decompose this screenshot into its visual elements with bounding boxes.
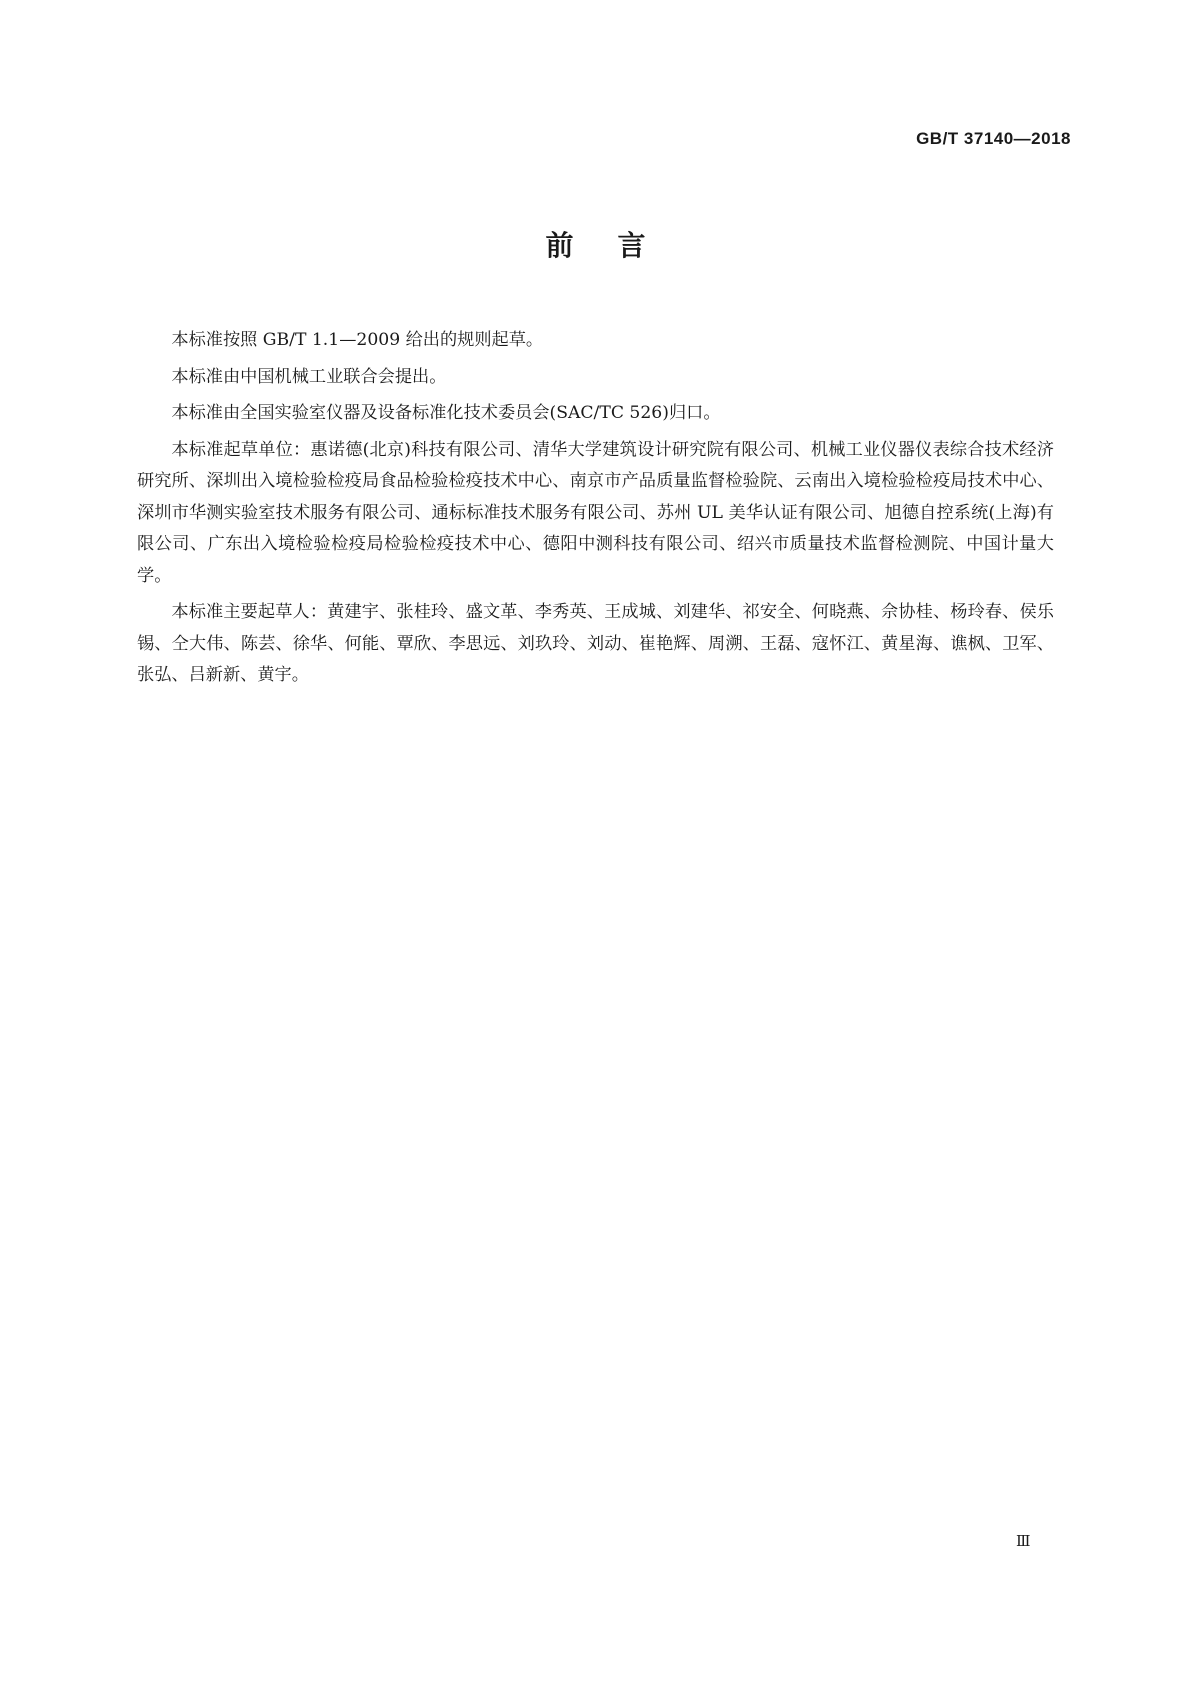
paragraph-proposer: 本标准由中国机械工业联合会提出。 [171, 366, 447, 387]
foreword-body [137, 325, 1054, 697]
paragraph-drafting-rules: 本标准按照 GB/T 1.1—2009 给出的规则起草。 [171, 330, 544, 350]
standard-code: GB/T 37140—2018 [916, 129, 1071, 148]
page-title: 前言 [545, 229, 690, 262]
paragraph-committee: 本标准由全国实验室仪器及设备标准化技术委员会(SAC/TC 526)归口。 [171, 403, 721, 423]
page-number: Ⅲ [1016, 1532, 1031, 1550]
paragraph-drafting-units: 本标准起草单位：惠诺德(北京)科技有限公司、清华大学建筑设计研究院有限公司、机械工业仪器仪表综合技术经济研究所、深圳出入境检验检疫局食品检验检疫技术中心、南京市产品质量监督检验院、云南出入境检验检疫局技术中心、深圳市华测实验室技术服务有限公司、通标标准技术服务有限公司、苏州 UL 美华认证有限公司、旭德自控系统(上海)有限公司、广东出入境检验检疫局检验检疫技术中心、德阳中测科技有限公司、绍兴市质量技术监督检测院、中国计量大学。 [137, 439, 1054, 586]
paragraph-drafters: 本标准主要起草人：黄建宇、张桂玲、盛文革、李秀英、王成城、刘建华、祁安全、何晓燕、佘协桂、杨玲春、侯乐锡、仝大伟、陈芸、徐华、何能、覃欣、李思远、刘玖玲、刘动、崔艳辉、周溯、王磊、寇怀江、黄星海、谯枫、卫军、张弘、吕新新、黄宇。 [137, 602, 1054, 685]
